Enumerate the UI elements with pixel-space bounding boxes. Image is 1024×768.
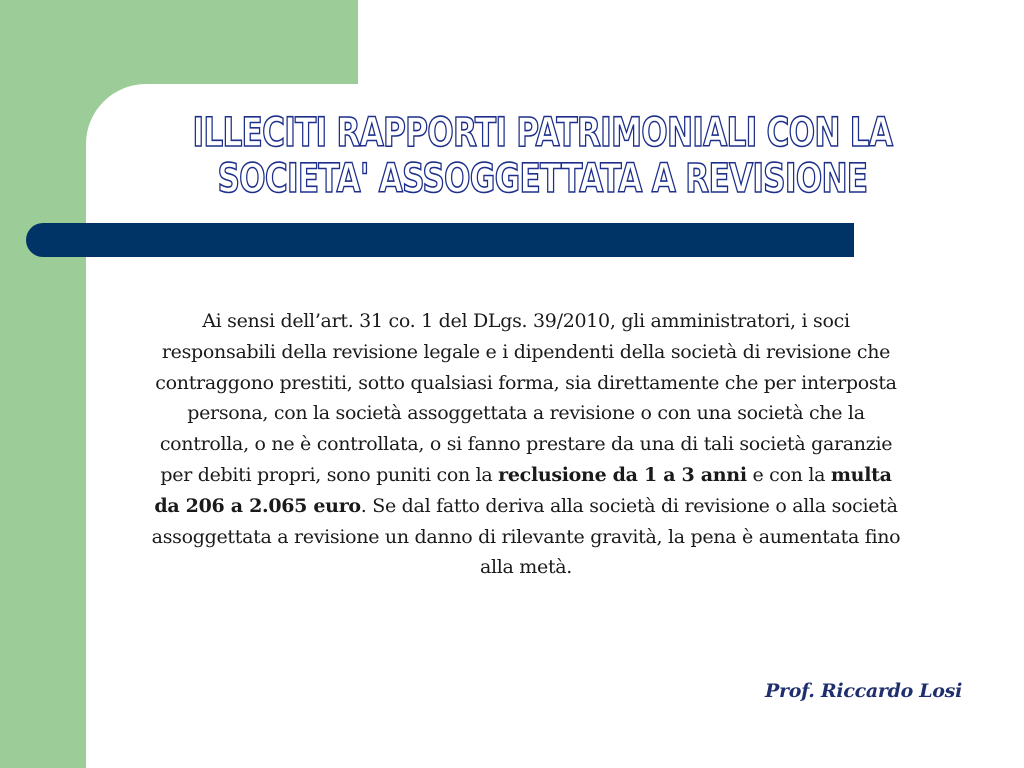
author-name: Prof. Riccardo Losi	[765, 680, 962, 702]
title-underline-bar	[26, 223, 854, 257]
body-paragraph	[146, 306, 906, 583]
title-line-1: ILLECITI RAPPORTI PATRIMONIALI CON LA	[192, 110, 893, 156]
slide-title	[90, 110, 995, 202]
body-text-part-3: . Se dal fatto deriva alla società di revisione o alla società assoggettata a revisione un danno di rilevante gravità, la pena è aumentata fino alla metà.	[151, 494, 901, 579]
title-line-2: SOCIETA' ASSOGGETTATA A REVISIONE	[217, 156, 868, 202]
body-text-part-2: e con la	[746, 463, 831, 486]
body-bold-penalty-fine: multa da 206 a 2.065 euro	[154, 463, 892, 517]
body-bold-penalty-imprisonment: reclusione da 1 a 3 anni	[498, 463, 747, 486]
body-text-part-1: Ai sensi dell’art. 31 co. 1 del DLgs. 39/2010, gli amministratori, i soci responsabili della revisione legale e i dipendenti della società di revisione che contraggono prestiti, sotto qualsiasi forma, sia direttamente che per interposta persona, con la società assoggettata a revisione o con una società che la controlla, o ne è controllata, o si fanno prestare da una di tali società garanzie per debiti propri, sono puniti con la	[155, 310, 897, 486]
